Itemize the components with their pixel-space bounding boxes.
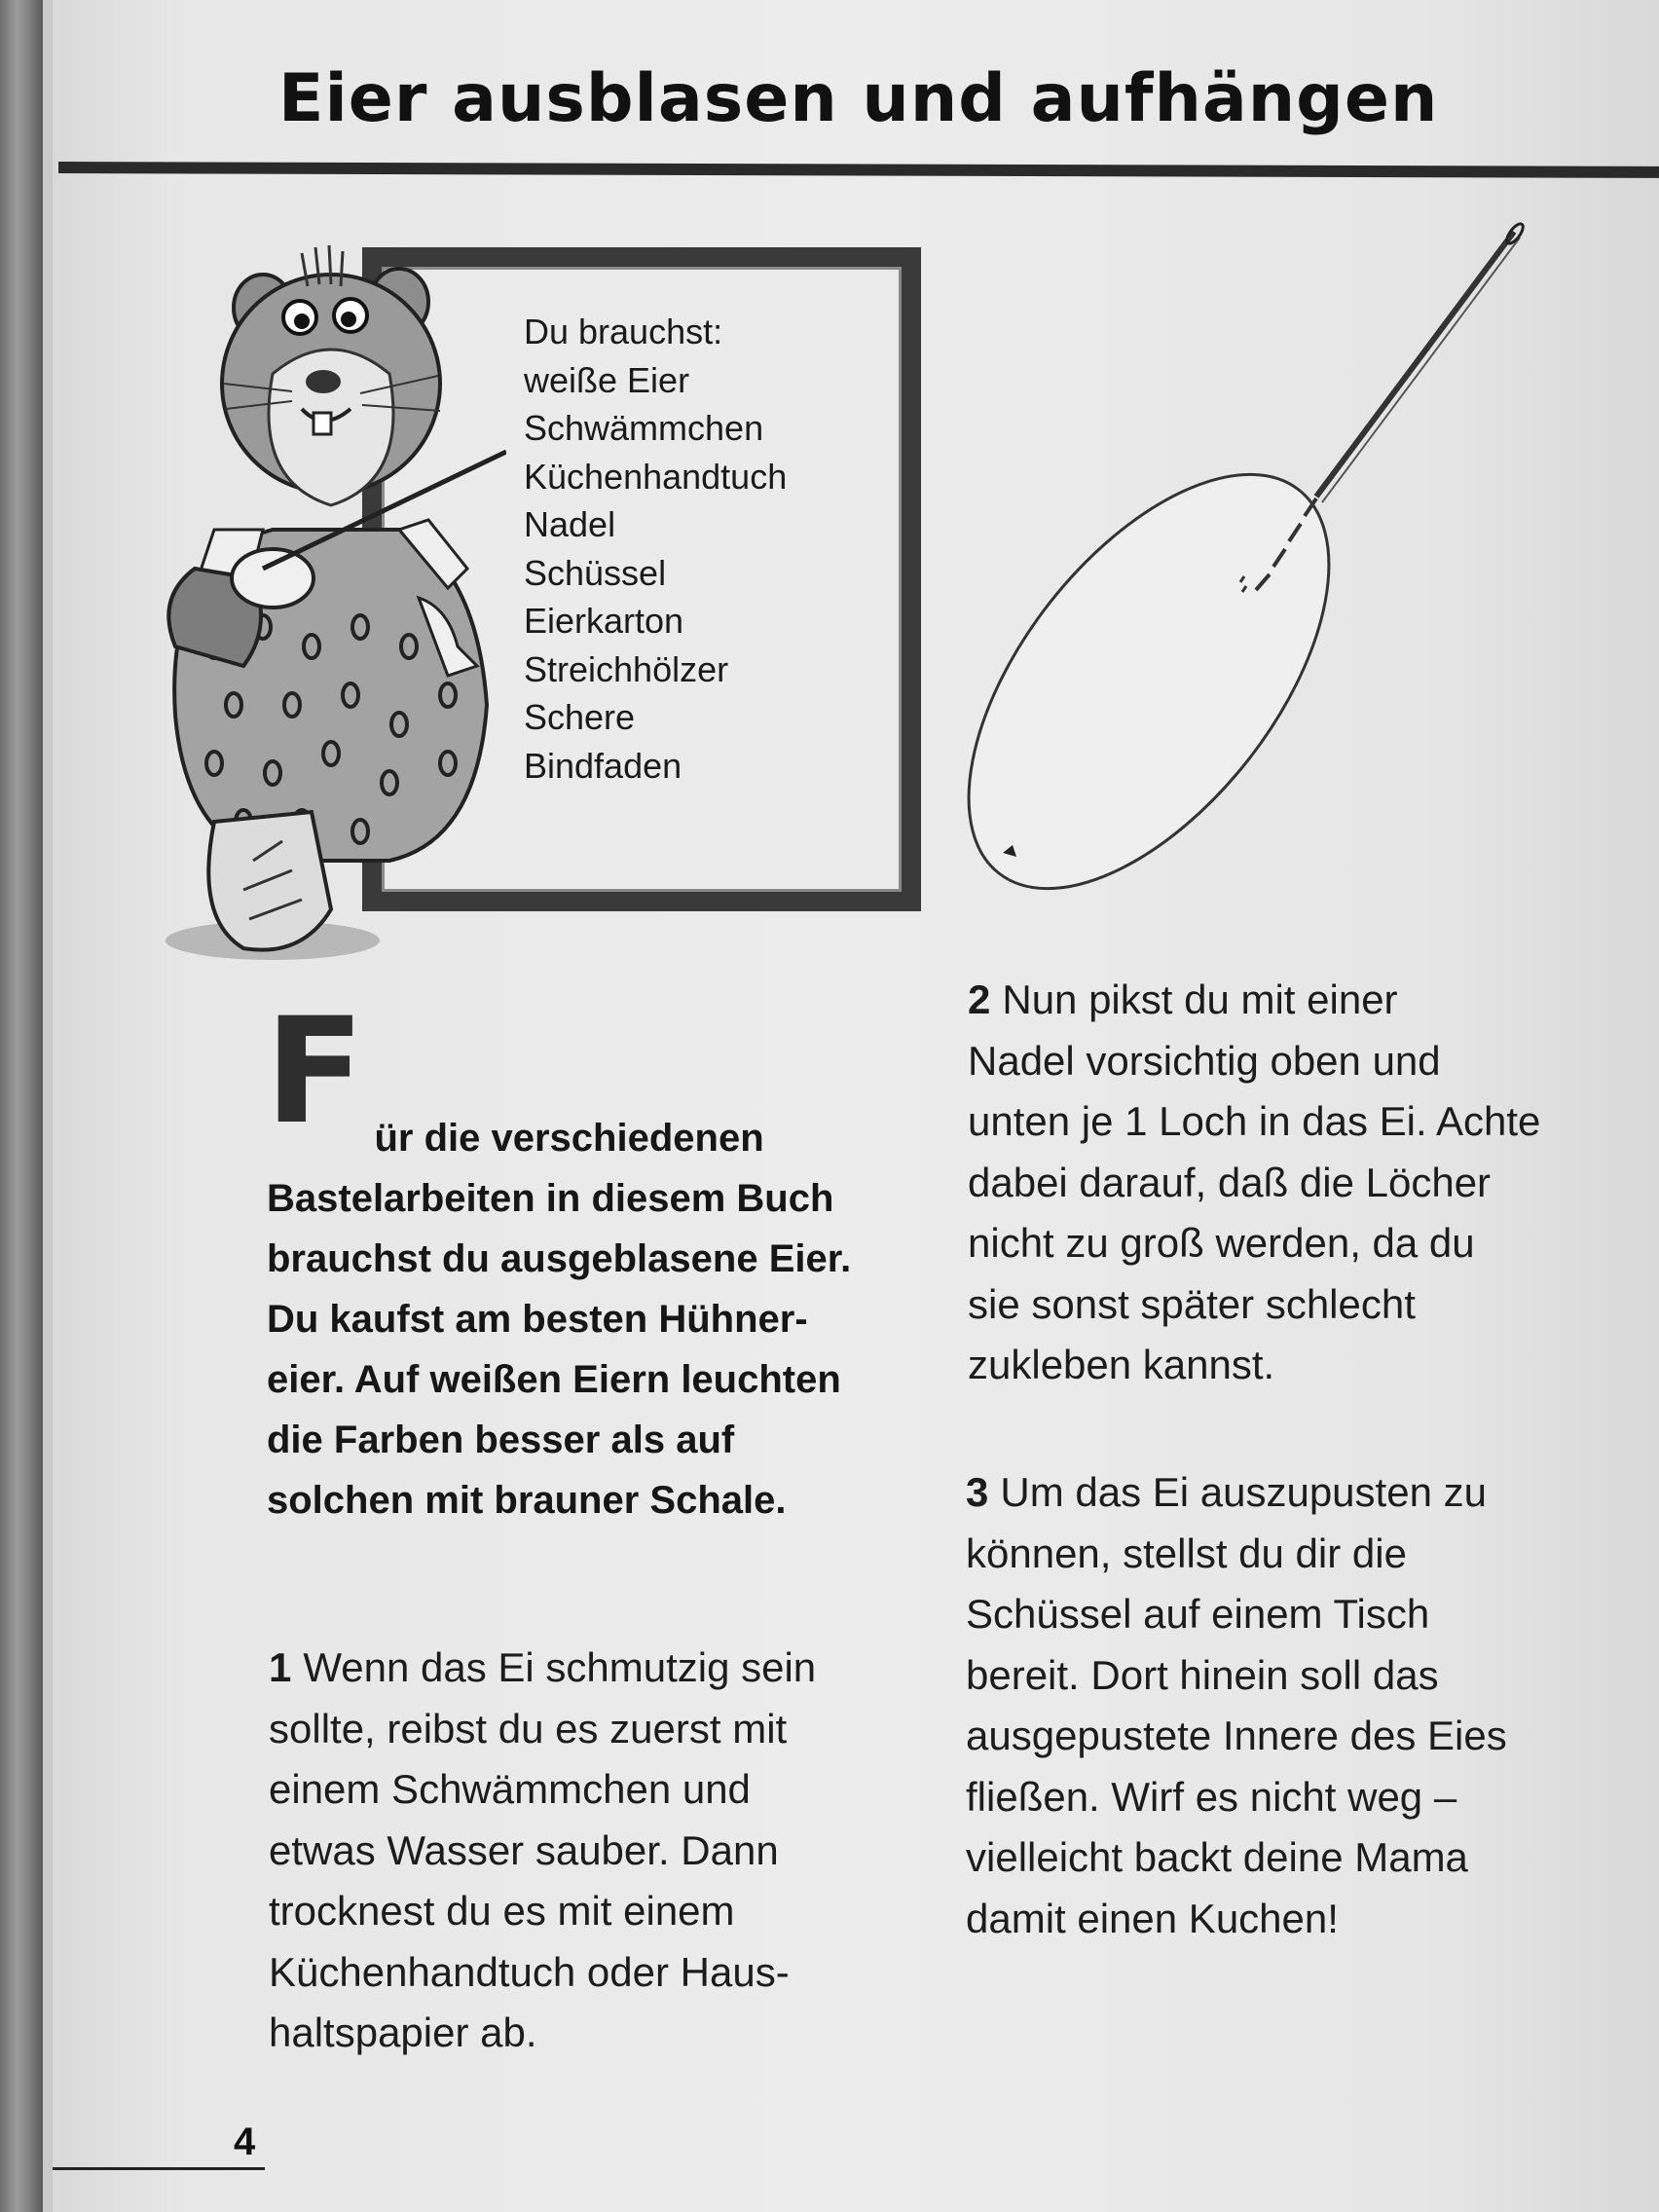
step-number: 2 — [968, 977, 991, 1022]
step-line: haltspapier ab. — [269, 2009, 537, 2055]
step-line: können, stellst du dir die — [966, 1530, 1407, 1576]
intro-line: die Farben besser als auf — [267, 1419, 735, 1461]
intro-line: Bastelarbeiten in diesem Buch — [267, 1177, 834, 1220]
supply-item: Bindfaden — [524, 745, 682, 786]
intro-line: Du kaufst am besten Hühner- — [267, 1298, 808, 1341]
page-number-rule — [53, 2167, 265, 2170]
step-number: 3 — [966, 1469, 989, 1515]
intro-line: eier. Auf weißen Eiern leuchten — [267, 1358, 841, 1401]
supply-item: Streichhölzer — [524, 648, 729, 689]
intro-paragraph — [265, 987, 900, 1530]
step-line: Küchenhandtuch oder Haus- — [269, 1948, 790, 1995]
egg-needle-illustration — [964, 214, 1529, 915]
step-line: Nadel vorsichtig oben und — [968, 1037, 1441, 1084]
supply-item: Schwämmchen — [524, 408, 764, 448]
step-line: trocknest du es mit einem — [269, 1888, 735, 1934]
step-1 — [269, 1638, 892, 2064]
step-line: ausgepustete Innere des Eies — [966, 1713, 1507, 1758]
supply-item: weiße Eier — [524, 359, 690, 400]
step-line: sie sonst später schlecht — [968, 1280, 1416, 1327]
step-line: nicht zu groß werden, da du — [968, 1220, 1475, 1266]
step-3 — [966, 1462, 1628, 1949]
step-line: Um das Ei auszupusten zu — [1000, 1469, 1487, 1515]
supplies-heading: Du brauchst: — [524, 312, 723, 351]
supply-item: Eierkarton — [524, 601, 684, 641]
intro-line: ür die verschiedenen — [374, 1117, 764, 1160]
step-2 — [968, 970, 1630, 1396]
step-line: damit einen Kuchen! — [966, 1895, 1339, 1941]
supplies-list — [524, 308, 855, 790]
intro-line: solchen mit brauner Schale. — [267, 1479, 787, 1522]
supply-item: Schere — [524, 697, 636, 737]
step-line: dabei darauf, daß die Löcher — [968, 1159, 1492, 1205]
step-line: unten je 1 Loch in das Ei. Achte — [968, 1098, 1541, 1144]
step-line: bereit. Dort hinein soll das — [966, 1651, 1439, 1698]
step-number: 1 — [269, 1644, 292, 1690]
step-line: Nun pikst du mit einer — [1002, 977, 1398, 1022]
step-line: einem Schwämmchen und — [269, 1766, 751, 1812]
step-line: etwas Wasser sauber. Dann — [269, 1826, 779, 1873]
page-number: 4 — [234, 2120, 256, 2163]
drop-cap: F — [265, 987, 365, 1157]
intro-line: brauchst du ausgeblasene Eier. — [267, 1237, 852, 1280]
page-title: Eier ausblasen und aufhängen — [278, 60, 1439, 137]
supply-item: Küchenhandtuch — [524, 456, 788, 497]
hamster-illustration — [156, 238, 506, 972]
book-spine — [0, 0, 43, 2212]
step-line: zukleben kannst. — [968, 1342, 1275, 1387]
step-line: sollte, reibst du es zuerst mit — [269, 1705, 788, 1751]
step-line: fließen. Wirf es nicht weg – — [966, 1773, 1457, 1820]
step-line: Wenn das Ei schmutzig sein — [303, 1644, 817, 1690]
supply-item: Nadel — [524, 504, 616, 544]
step-line: vielleicht backt deine Mama — [966, 1834, 1468, 1880]
step-line: Schüssel auf einem Tisch — [966, 1591, 1430, 1637]
supply-item: Schüssel — [524, 552, 667, 593]
